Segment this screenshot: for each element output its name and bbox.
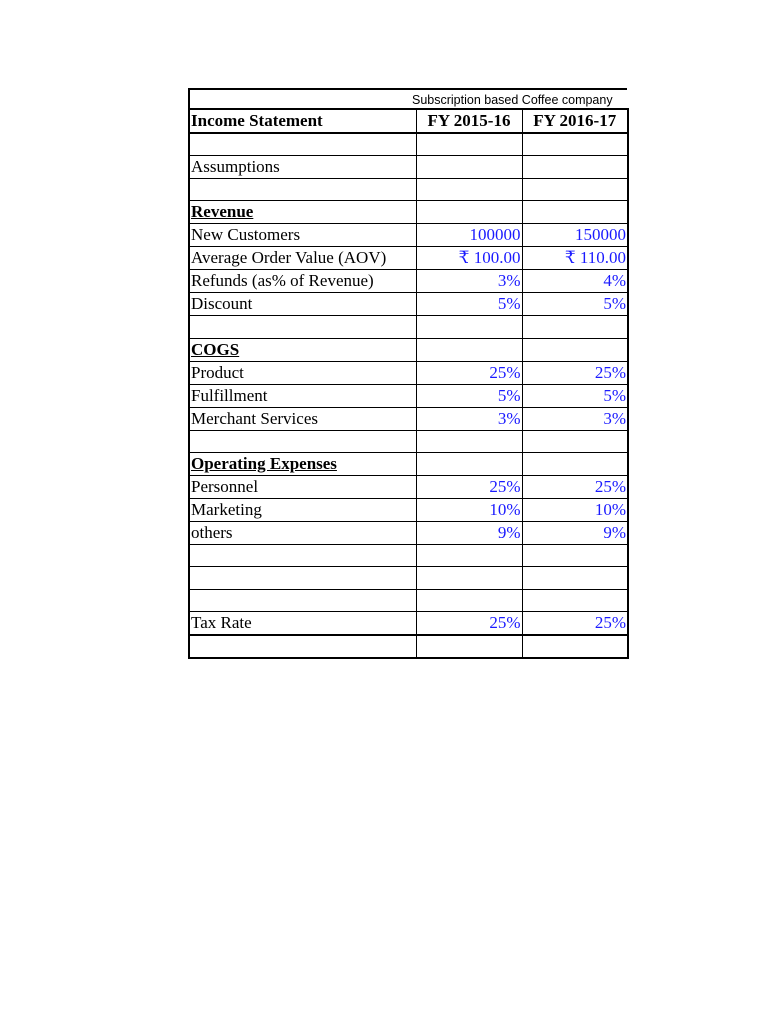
row-label-cell[interactable]: Product [189, 361, 416, 384]
table-row [189, 589, 628, 611]
row-year2-value-cell[interactable]: 25% [522, 612, 628, 636]
table-row [189, 178, 628, 200]
row-year2-value-cell[interactable] [522, 133, 628, 155]
table-row [189, 384, 628, 407]
table-row [189, 522, 628, 545]
table-row [189, 499, 628, 522]
row-year2-value-cell[interactable] [522, 567, 628, 589]
row-year2-value-cell[interactable]: 5% [522, 384, 628, 407]
section-heading: Revenue [191, 202, 254, 222]
row-year1-value-cell[interactable]: ₹ 100.00 [416, 247, 522, 270]
row-year1-value-cell[interactable] [416, 155, 522, 178]
table-row [189, 201, 628, 224]
row-year2-value-cell[interactable]: 3% [522, 407, 628, 430]
header-year1-cell[interactable]: FY 2015-16 [416, 109, 522, 133]
row-year1-value-cell[interactable]: 25% [416, 361, 522, 384]
table-row [189, 338, 628, 361]
row-label-cell[interactable] [189, 178, 416, 200]
row-label-cell[interactable] [189, 316, 416, 338]
row-year1-value-cell[interactable] [416, 178, 522, 200]
row-year1-value-cell[interactable]: 5% [416, 384, 522, 407]
row-label-cell[interactable]: Marketing [189, 499, 416, 522]
row-label-cell[interactable]: Personnel [189, 476, 416, 499]
row-year1-value-cell[interactable] [416, 567, 522, 589]
row-year2-value-cell[interactable] [522, 338, 628, 361]
table-row [189, 430, 628, 452]
row-year2-value-cell[interactable] [522, 201, 628, 224]
row-label-cell[interactable]: Average Order Value (AOV) [189, 247, 416, 270]
row-label-cell[interactable] [189, 545, 416, 567]
header-row [189, 109, 628, 133]
row-label-cell[interactable] [189, 453, 416, 476]
row-year1-value-cell[interactable]: 3% [416, 270, 522, 293]
header-label-cell[interactable]: Income Statement [189, 109, 416, 133]
table-row [189, 545, 628, 567]
row-label-cell[interactable]: Tax Rate [189, 612, 416, 636]
row-year1-value-cell[interactable] [416, 316, 522, 338]
table-row [189, 224, 628, 247]
company-title-row [188, 88, 627, 108]
row-label-cell[interactable]: Refunds (as% of Revenue) [189, 270, 416, 293]
row-year2-value-cell[interactable] [522, 316, 628, 338]
row-label-cell[interactable] [189, 567, 416, 589]
row-year2-value-cell[interactable] [522, 545, 628, 567]
row-year2-value-cell[interactable]: 9% [522, 522, 628, 545]
header-year2-cell[interactable]: FY 2016-17 [522, 109, 628, 133]
row-year1-value-cell[interactable]: 5% [416, 293, 522, 316]
row-year1-value-cell[interactable] [416, 545, 522, 567]
table-row [189, 293, 628, 316]
row-year1-value-cell[interactable]: 10% [416, 499, 522, 522]
table-row [189, 316, 628, 338]
row-year2-value-cell[interactable]: 25% [522, 476, 628, 499]
table-row [189, 361, 628, 384]
row-label-cell[interactable]: New Customers [189, 224, 416, 247]
row-label-cell[interactable] [189, 635, 416, 657]
table-row [189, 453, 628, 476]
row-year2-value-cell[interactable]: 10% [522, 499, 628, 522]
table-row [189, 247, 628, 270]
row-year1-value-cell[interactable]: 9% [416, 522, 522, 545]
row-year2-value-cell[interactable] [522, 453, 628, 476]
row-year1-value-cell[interactable] [416, 430, 522, 452]
row-year2-value-cell[interactable]: ₹ 110.00 [522, 247, 628, 270]
row-year1-value-cell[interactable] [416, 338, 522, 361]
row-label-cell[interactable]: others [189, 522, 416, 545]
row-label-cell[interactable]: Discount [189, 293, 416, 316]
table-row [189, 407, 628, 430]
row-year2-value-cell[interactable]: 150000 [522, 224, 628, 247]
income-statement-table [188, 108, 629, 659]
row-year2-value-cell[interactable] [522, 589, 628, 611]
table-row [189, 612, 628, 636]
row-year1-value-cell[interactable]: 3% [416, 407, 522, 430]
table-row [189, 133, 628, 155]
row-year2-value-cell[interactable]: 4% [522, 270, 628, 293]
row-year2-value-cell[interactable] [522, 635, 628, 657]
row-year2-value-cell[interactable] [522, 178, 628, 200]
row-label-cell[interactable] [189, 338, 416, 361]
section-heading: Operating Expenses [191, 454, 337, 474]
row-label-cell[interactable]: Assumptions [189, 155, 416, 178]
row-label-cell[interactable]: Merchant Services [189, 407, 416, 430]
section-heading: COGS [191, 339, 240, 359]
table-row [189, 155, 628, 178]
company-name: Subscription based Coffee company [412, 93, 613, 107]
table-body [189, 109, 628, 658]
row-year2-value-cell[interactable] [522, 430, 628, 452]
row-year2-value-cell[interactable] [522, 155, 628, 178]
table-row [189, 476, 628, 499]
row-year2-value-cell[interactable]: 25% [522, 361, 628, 384]
row-year1-value-cell[interactable]: 100000 [416, 224, 522, 247]
row-label-cell[interactable] [189, 430, 416, 452]
row-label-cell[interactable] [189, 589, 416, 611]
row-label-cell[interactable] [189, 133, 416, 155]
row-year1-value-cell[interactable] [416, 589, 522, 611]
row-year2-value-cell[interactable]: 5% [522, 293, 628, 316]
row-year1-value-cell[interactable] [416, 201, 522, 224]
row-year1-value-cell[interactable] [416, 453, 522, 476]
row-label-cell[interactable]: Fulfillment [189, 384, 416, 407]
row-label-cell[interactable] [189, 201, 416, 224]
row-year1-value-cell[interactable]: 25% [416, 612, 522, 636]
table-row [189, 635, 628, 657]
row-year1-value-cell[interactable] [416, 635, 522, 657]
row-year1-value-cell[interactable]: 25% [416, 476, 522, 499]
table-row [189, 270, 628, 293]
row-year1-value-cell[interactable] [416, 133, 522, 155]
table-row [189, 567, 628, 589]
